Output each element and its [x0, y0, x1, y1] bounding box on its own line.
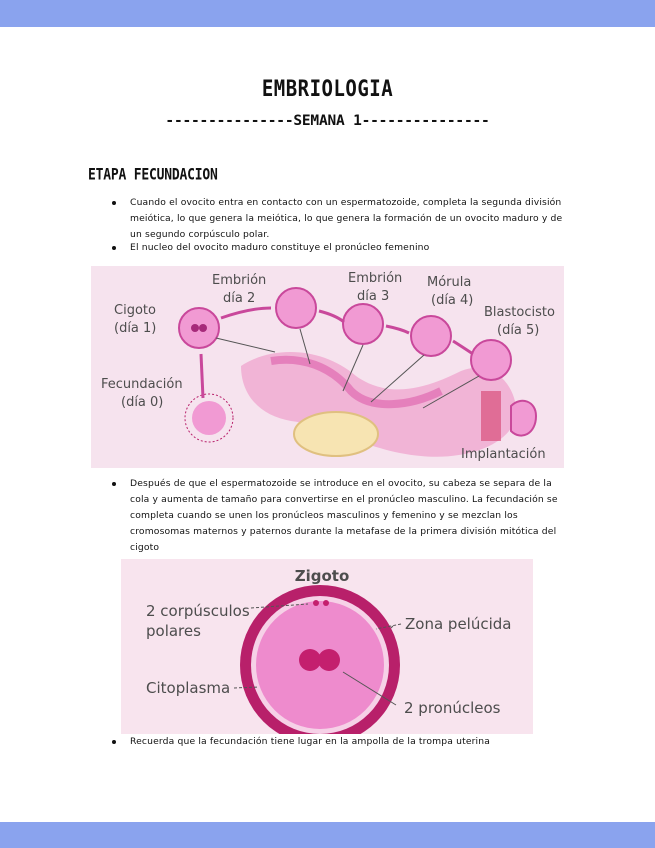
- label-corpusculos: 2 corpúsculos: [146, 602, 250, 620]
- embryo-development-diagram: [91, 266, 564, 468]
- label-cigoto-day: (día 1): [114, 321, 157, 336]
- label-fecundacion-day: (día 0): [121, 395, 164, 410]
- bullet-item: Recuerda que la fecundación tiene lugar en la ampolla de la trompa uterina: [110, 734, 570, 750]
- label-fecundacion: Fecundación: [101, 377, 183, 392]
- label-embrion-3-day: día 3: [357, 289, 390, 304]
- top-banner: [0, 0, 655, 27]
- label-cigoto: Cigoto: [114, 303, 156, 318]
- bullet-list: [110, 240, 570, 256]
- label-citoplasma: Citoplasma: [146, 679, 231, 697]
- label-embrion-2: Embrión: [212, 273, 267, 288]
- bullet-list: [110, 195, 570, 243]
- page-subtitle: ---------------SEMANA 1---------------: [165, 113, 490, 129]
- zygote-diagram: [121, 559, 533, 734]
- bullet-list: [110, 476, 570, 556]
- bullet-item: Cuando el ovocito entra en contacto con un espermatozoide, completa la segunda división meiótica, lo que genera la meiótica, lo que genera la formación de un ovocito maduro y de un segundo corpúsculo polar.: [110, 195, 570, 243]
- bullet-item: Después de que el espermatozoide se introduce en el ovocito, su cabeza se separa de la cola y aumenta de tamaño para convertirse en el pronúcleo masculino. La fecundación se completa cuando se unen los pronúcleos masculinos y femenino y se mezclan los cromosomas maternos y paternos durante la metafase de la primera división mitótica del cigoto: [110, 476, 570, 556]
- label-blastocisto: Blastocisto: [484, 305, 555, 320]
- label-morula-day: (día 4): [431, 293, 474, 308]
- zygote-title: Zigoto: [294, 567, 350, 585]
- label-polares: polares: [146, 622, 201, 640]
- label-pronucleos: 2 pronúcleos: [404, 699, 501, 717]
- page-title: EMBRIOLOGIA: [261, 76, 394, 102]
- label-implantacion: Implantación: [461, 447, 546, 462]
- bullet-item: El nucleo del ovocito maduro constituye el pronúcleo femenino: [110, 240, 570, 256]
- bottom-banner: [0, 822, 655, 848]
- label-zona-pelucida: Zona pelúcida: [405, 615, 512, 633]
- label-blastocisto-day: (día 5): [497, 323, 540, 338]
- fecundation-cell-icon: [185, 394, 233, 442]
- section-heading: ETAPA FECUNDACION: [88, 166, 218, 185]
- label-morula: Mórula: [427, 275, 472, 290]
- label-embrion-3: Embrión: [348, 271, 403, 286]
- label-embrion-2-day: día 2: [223, 291, 256, 306]
- bullet-list: [110, 734, 570, 750]
